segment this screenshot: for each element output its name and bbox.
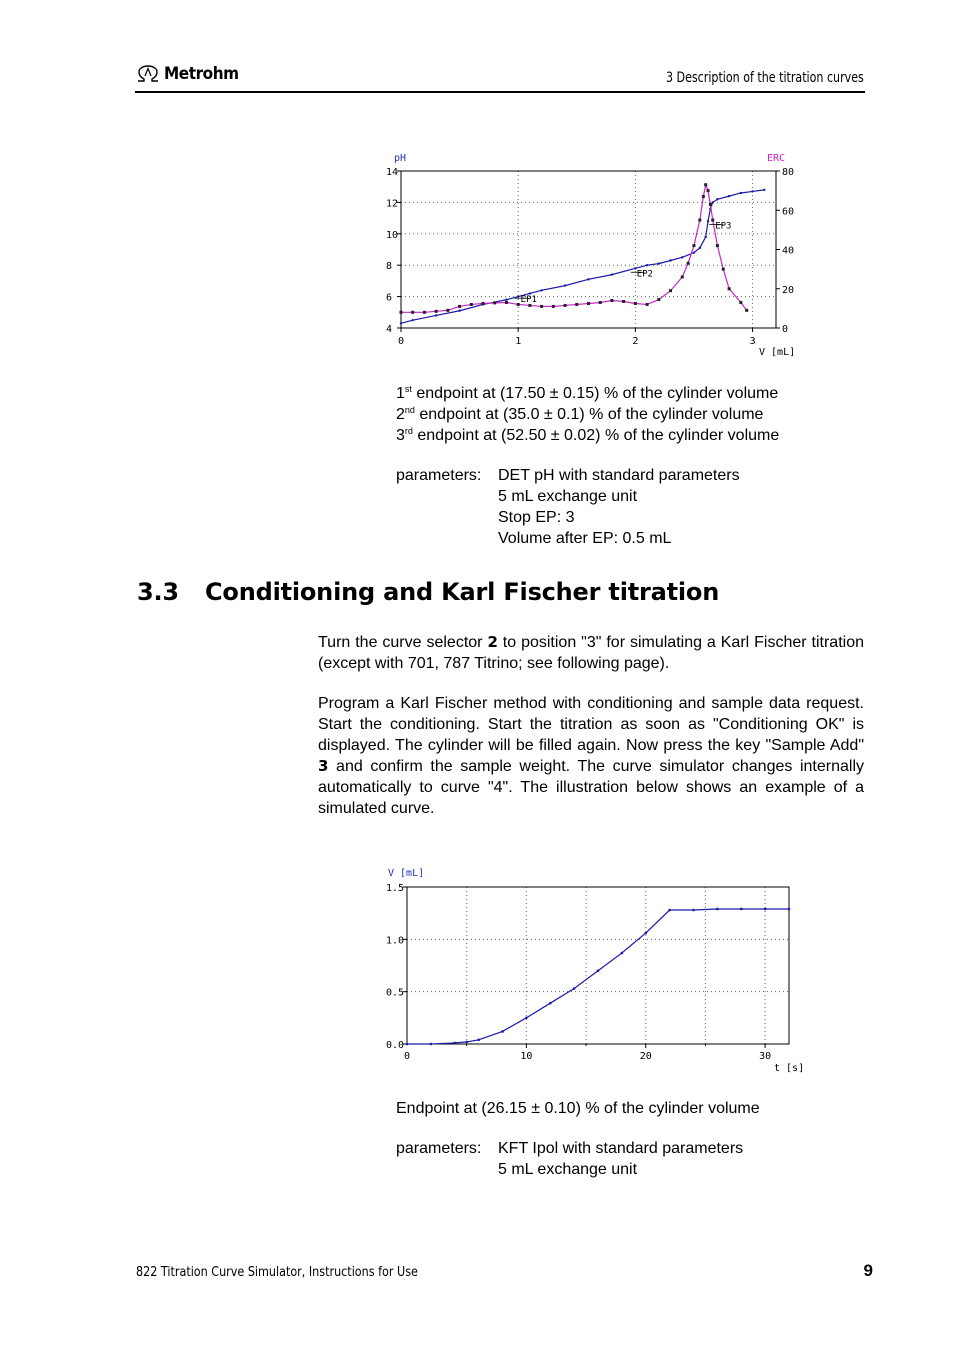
chart1-erc-point [599,301,602,304]
chart1-ph-point [716,198,718,200]
chart1-erc-point [540,305,543,308]
chart1-erc-point [564,304,567,307]
chart1-y2-label: ERC [767,153,786,164]
chart2-tick-label-x: 10 [520,1051,533,1062]
chart1-annotations [515,221,732,305]
chart2-volume-point [453,1042,456,1045]
chart2-tick-label-y: 0.0 [386,1040,405,1051]
key-2: 2 [487,633,498,651]
chart2-volume-point [525,1017,528,1020]
chart1-annotation-label: EP1 [520,295,537,306]
endpoint-list-1 [396,383,779,446]
chart1-annotation-label: EP2 [636,269,653,280]
chart1-tick-label-y: 8 [386,261,393,273]
chart1-erc-point [411,311,414,314]
chart1-tick-label-y2: 40 [782,245,795,257]
chart2-volume-point [597,969,600,972]
chart1-tick-label-y2: 20 [782,284,795,296]
paragraph-karl-fischer-method: Program a Karl Fischer method with conditioning and sample data request. Start the conditioning. Start the titration as soon as "Conditioning OK" is displayed. The cylinder will be filled again. Now press the key "Sample Add" 3 and confirm the sample weight. The curve simulator changes internally automatically to curve "4". The illustration below shows an example of a simulated curve. [318,695,864,817]
chart1-erc-point [716,244,719,247]
chart1-ph-point [693,251,695,253]
chart1-erc-point [493,301,496,304]
chart1-tick-label-y: 14 [386,167,399,178]
chart1-erc-point [470,303,473,306]
chart1-x-label: V [mL] [759,347,796,358]
chart1-tick-label-y2: 80 [782,167,795,178]
section-heading [137,578,719,606]
chart1-tick-label-y: 10 [386,229,399,241]
chart1-ph-point [751,190,753,192]
parameters-values [498,465,740,549]
parameters-values [498,1138,743,1180]
chart1-erc-point [657,298,660,301]
chart1-tick-label-x: 2 [632,336,639,347]
chart2-tick-label-y: 1.0 [386,935,405,947]
chart1-tick-label-y: 6 [386,292,393,304]
chart2-volume-point [573,987,576,990]
chart1-ph-point [400,322,402,324]
chart1-erc-point [698,219,701,222]
chart2-grid [407,887,789,1044]
chart1-ph-point [712,201,714,203]
chart2-volume-point [668,909,671,912]
chart1-ph-point [540,289,542,291]
chart2-frame [407,887,789,1044]
section-title: Conditioning and Karl Fischer titration [205,578,720,606]
chart1-erc-point [707,189,710,192]
chart2-volume-point [740,908,743,911]
chart1-erc-point [610,299,613,302]
chart2-series [406,908,791,1046]
chart1-tick-label-y: 12 [386,198,399,210]
param-line: Stop EP: 3 [498,509,575,526]
chart1-ph-line [401,190,764,323]
chart1-ph-point [681,256,683,258]
chart1-erc-point [681,275,684,278]
chart1-erc-point [587,302,590,305]
chart1-ph-point [728,195,730,197]
chart1-ticks [386,167,794,347]
key-3: 3 [318,757,329,775]
chart1-erc-point [687,262,690,265]
chart1-erc-point [552,305,555,308]
chart1-tick-label-y: 4 [386,324,393,335]
footer-document-title: 822 Titration Curve Simulator, Instructions for Use [136,1265,418,1280]
chart2-tick-label-x: 20 [639,1051,652,1062]
chart1-tick-label-x: 1 [515,336,522,347]
endpoint-kft: Endpoint at (26.15 ± 0.10) % of the cylinder volume [396,1100,760,1117]
parameters-block-2 [396,1138,743,1180]
chart1-erc-point [423,311,426,314]
chart1-tick-label-x: 3 [749,336,756,347]
chart1-ph-point [707,220,709,222]
chart2-y-label: V [mL] [388,868,425,879]
chart1-y-label: pH [394,153,407,164]
chart1-erc-point [702,195,705,198]
chart2-volume-point [477,1039,480,1042]
paragraph-curve-selector: Turn the curve selector 2 to position "3" for simulating a Karl Fischer titration (except with 701, 787 Titrino; see following page). [318,633,865,672]
chart2-volume-point [692,909,695,912]
chart1-ph-point [763,189,765,191]
chart2-volume-point [644,932,647,935]
chart1-erc-line [401,185,747,313]
chart2-tick-label-x: 0 [404,1051,411,1062]
chart2-volume-point [621,952,624,955]
omega-logo-icon [136,65,160,83]
chart1-erc-point [622,300,625,303]
endpoint-1: 1st endpoint at (17.50 ± 0.15) % of the cylinder volume [396,384,779,402]
chart1-erc-point [704,183,707,186]
chart2-volume-point [406,1043,409,1046]
parameters-label: parameters: [396,1140,482,1157]
metrohm-logo [136,64,247,84]
param-line: 5 mL exchange unit [498,488,638,505]
chart1-erc-point [505,301,508,304]
chart1-erc-point [722,268,725,271]
chart1-tick-label-y2: 0 [782,324,789,335]
chart1-series [400,183,766,324]
param-line: KFT Ipol with standard parameters [498,1140,744,1157]
chart1-ph-point [740,192,742,194]
chart1-erc-point [517,303,520,306]
titration-chart-ph [378,150,808,365]
chart1-erc-point [446,309,449,312]
endpoint-2: 2nd endpoint at (35.0 ± 0.1) % of the cylinder volume [396,405,764,423]
chart1-erc-point [711,219,714,222]
chart2-x-label: t [s] [774,1063,805,1074]
chart1-ph-point [505,299,507,301]
chart1-tick-label-y2: 60 [782,206,795,218]
chart1-erc-point [745,309,748,312]
chart1-ph-point [699,247,701,249]
header-rule [135,91,865,93]
chart2-volume-point [764,908,767,911]
chart1-erc-point [646,303,649,306]
chart1-ph-point [658,262,660,264]
chart1-ph-point [412,319,414,321]
chart1-erc-point [400,311,403,314]
chart1-ph-point [564,284,566,286]
chart1-ph-point [669,259,671,261]
parameters-label: parameters: [396,467,482,484]
chart2-tick-label-y: 1.5 [386,883,405,894]
chart1-ph-point [646,264,648,266]
chart2-volume-point [549,1002,552,1005]
chart2-volume-point [716,908,719,911]
chart1-ph-point [704,236,706,238]
chart2-volume-point [465,1041,468,1044]
kft-volume-chart [380,862,810,1082]
param-line: DET pH with standard parameters [498,467,740,484]
param-line: 5 mL exchange unit [498,1161,638,1178]
chart1-ph-point [587,278,589,280]
brand-name: Metrohm [164,64,239,84]
chart1-erc-point [482,302,485,305]
chart1-ph-point [611,273,613,275]
chart2-volume-line [407,909,789,1044]
chart1-erc-point [669,289,672,292]
chart1-erc-point [634,302,637,305]
chart1-annotation-label: EP3 [715,221,732,232]
chart1-ph-point [435,314,437,316]
endpoint-3: 3rd endpoint at (52.50 ± 0.02) % of the cylinder volume [396,426,780,444]
chart1-erc-point [739,301,742,304]
page-number: 9 [863,1261,873,1280]
chart1-erc-point [435,310,438,313]
chart1-ph-point [517,295,519,297]
chart2-tick-label-y: 0.5 [386,987,405,999]
param-line: Volume after EP: 0.5 mL [498,530,672,547]
section-number: 3.3 [137,578,179,606]
chart1-erc-point [709,203,712,206]
chart1-erc-point [692,244,695,247]
chart1-erc-point [575,303,578,306]
chart1-tick-label-x: 0 [398,336,405,347]
chart2-volume-point [788,908,791,911]
chart1-erc-point [728,287,731,290]
parameters-block-1 [396,465,740,549]
header-section-title: 3 Description of the titration curves [666,70,864,86]
chart2-volume-point [501,1030,504,1033]
chart2-tick-label-x: 30 [759,1051,772,1062]
chart1-ph-point [458,310,460,312]
chart2-volume-point [430,1043,433,1046]
chart2-ticks [386,883,771,1062]
chart1-erc-point [458,305,461,308]
